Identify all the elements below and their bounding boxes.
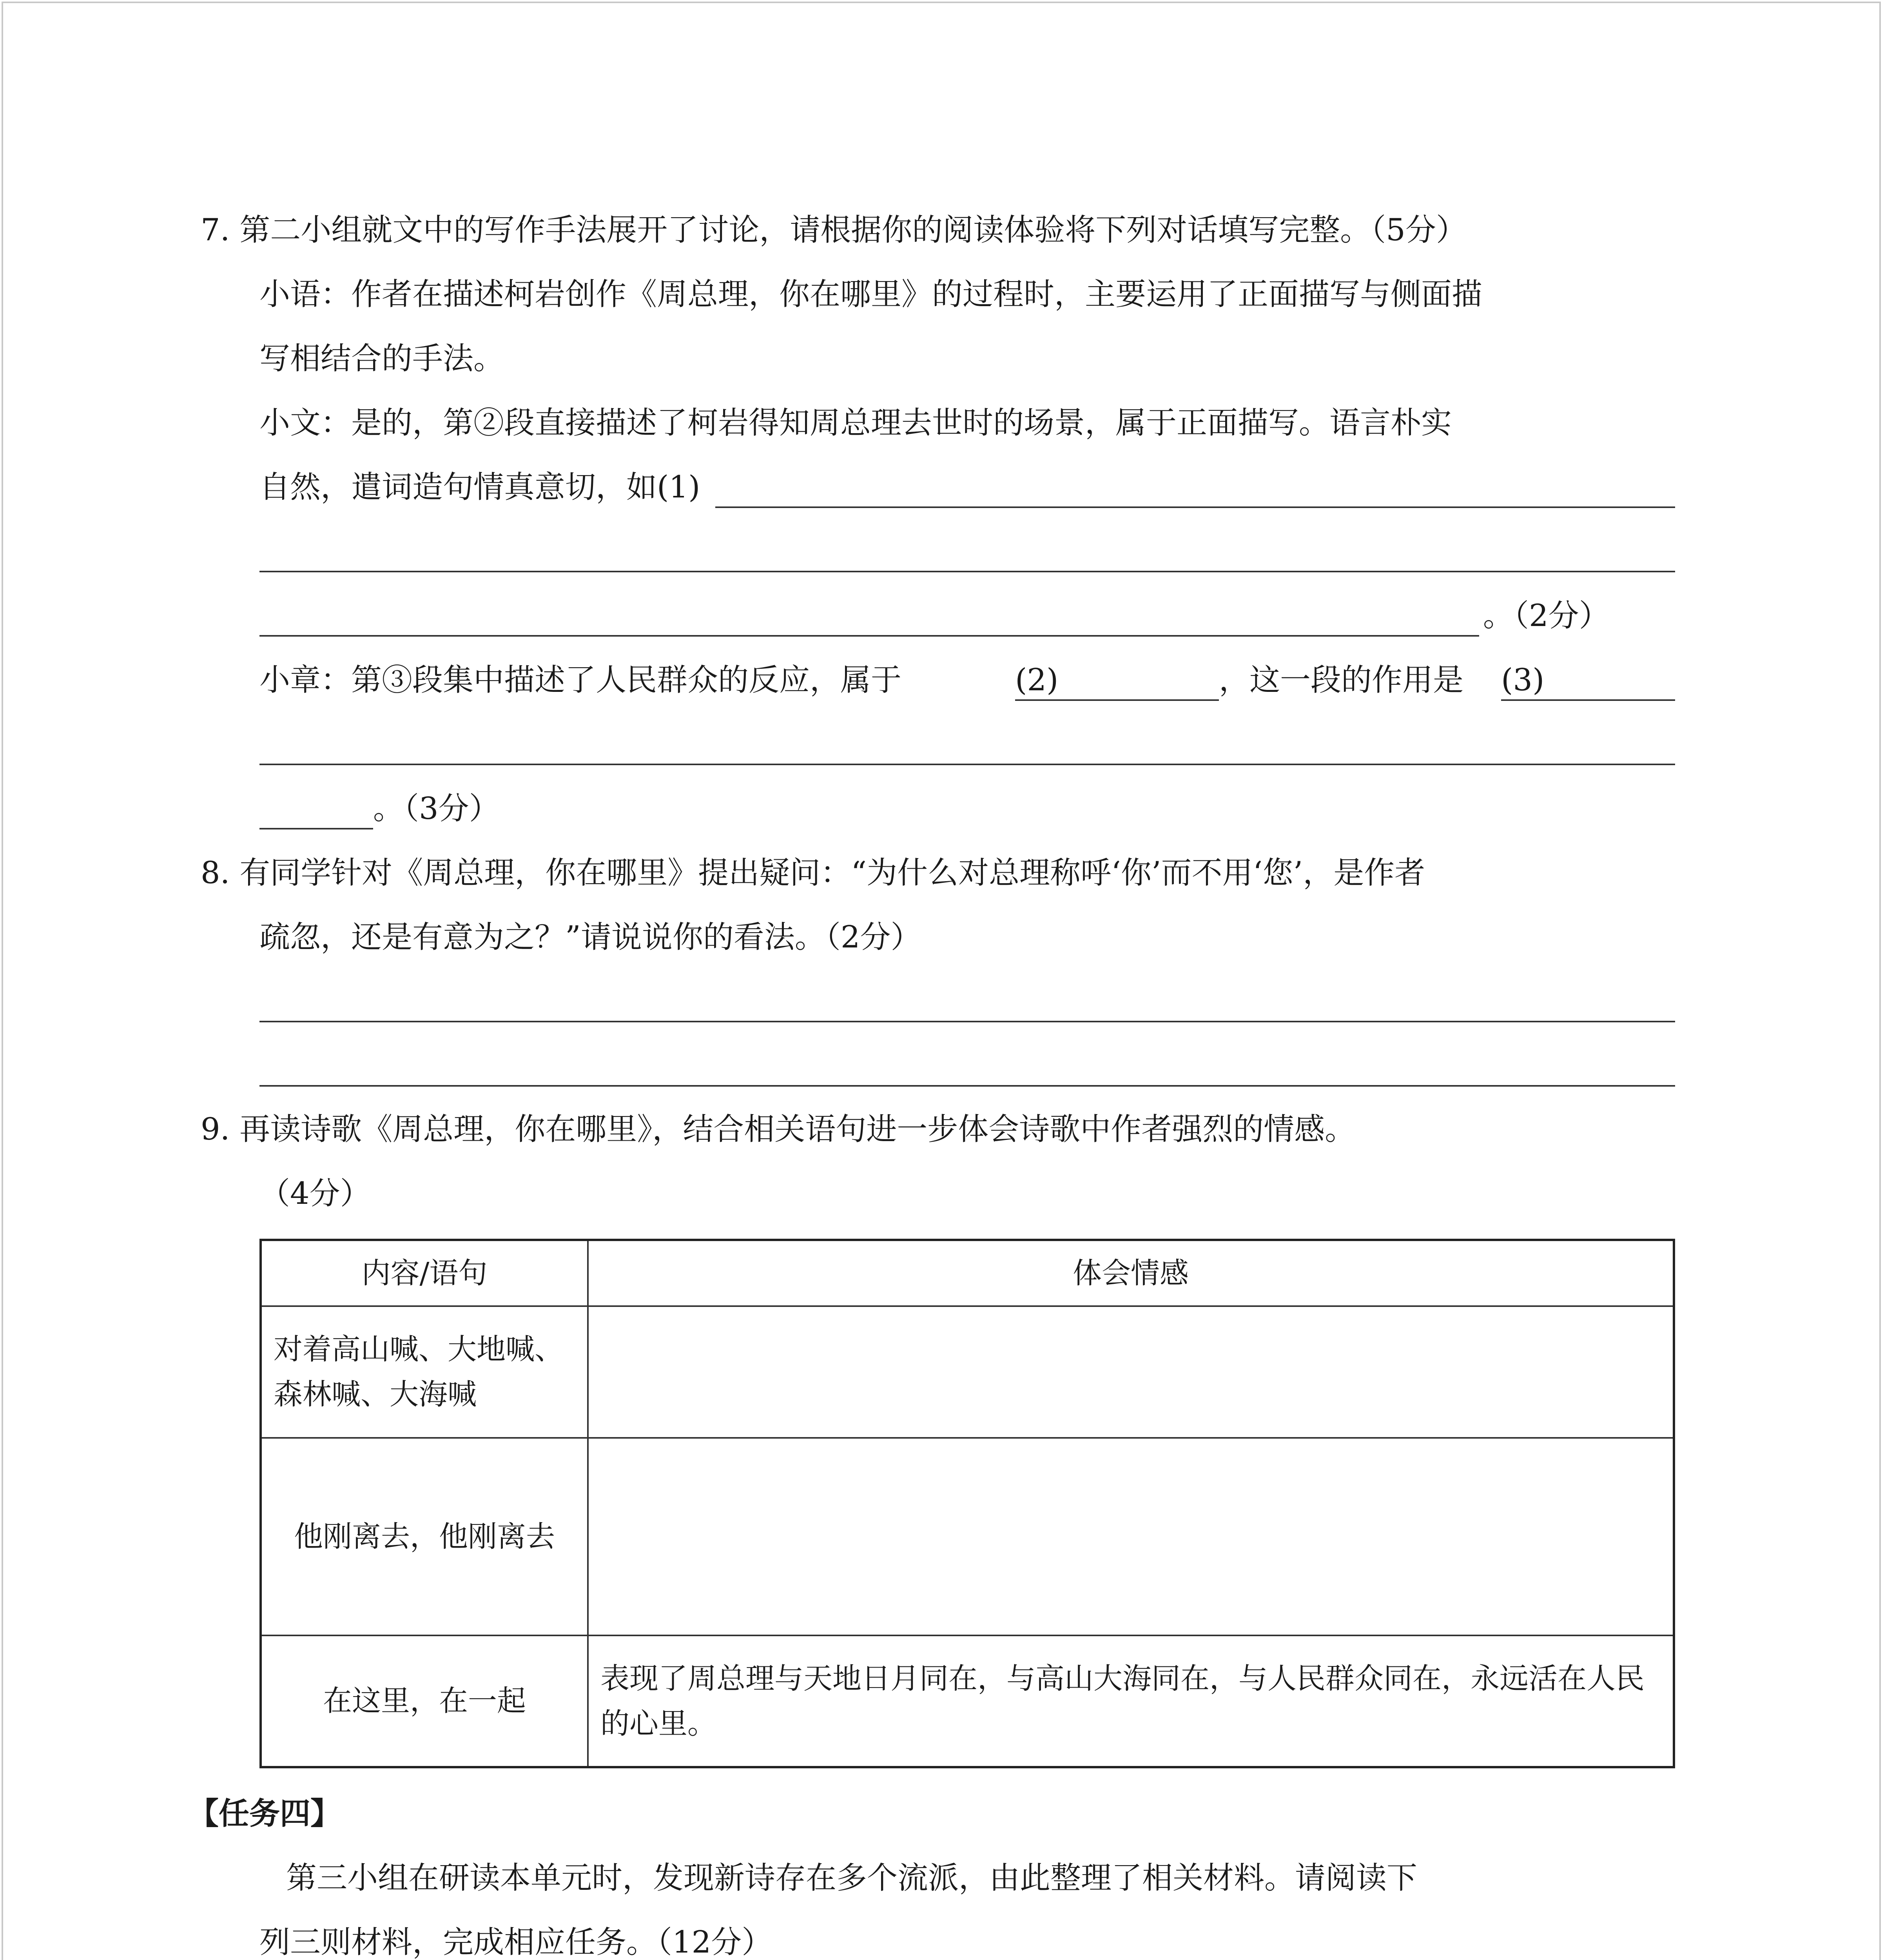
table-cell-content: 他刚离去，他刚离去 — [261, 1438, 588, 1635]
answer-blank-3-line-2[interactable] — [259, 764, 1675, 765]
table-cell-content: 在这里，在一起 — [261, 1635, 588, 1767]
table-cell-emotion: 表现了周总理与天地日月同在，与高山大海同在，与人民群众同在，永远活在人民的心里。 — [588, 1635, 1674, 1767]
q7-score-1: 。（2分） — [1483, 598, 1610, 633]
task4-heading: 【任务四】 — [188, 1796, 341, 1831]
table-row — [261, 1635, 1674, 1767]
q7-line4: 小文：是的，第②段直接描述了柯岩得知周总理去世时的场景，属于正面描写。语言朴实 — [259, 405, 1452, 441]
table-cell-emotion-answer[interactable] — [588, 1306, 1674, 1438]
answer-blank-3-line-3[interactable] — [259, 828, 373, 829]
q7-line5 — [259, 472, 700, 503]
table-cell-emotion-answer[interactable] — [588, 1438, 1674, 1635]
q7-line6a: 小章：第③段集中描述了人民群众的反应，属于 — [259, 662, 902, 698]
q9-line2: （4分） — [259, 1176, 371, 1211]
answer-blank-2-label: (2) — [1015, 662, 1059, 698]
table-header-content: 内容/语句 — [261, 1240, 588, 1306]
q8-line2: 疏忽，还是有意为之？”请说说你的看法。（2分） — [259, 920, 921, 955]
task4-line2: 列三则材料，完成相应任务。（12分） — [259, 1925, 772, 1960]
q9-line1: 9. 再读诗歌《周总理，你在哪里》，结合相关语句进一步体会诗歌中作者强烈的情感。 — [201, 1112, 1356, 1147]
q7-line1: 7. 第二小组就文中的写作手法展开了讨论，请根据你的阅读体验将下列对话填写完整。（5分） — [201, 212, 1467, 248]
task4-line1: 第三小组在研读本单元时，发现新诗存在多个流派，由此整理了相关材料。请阅读下 — [286, 1860, 1418, 1896]
q7-line2: 小语：作者在描述柯岩创作《周总理，你在哪里》的过程时，主要运用了正面描写与侧面描 — [259, 277, 1483, 312]
answer-blank-2-line[interactable] — [1015, 699, 1219, 701]
q7-line3: 写相结合的手法。 — [259, 341, 504, 376]
table-row — [261, 1306, 1674, 1438]
q8-line1: 8. 有同学针对《周总理，你在哪里》提出疑问：“为什么对总理称呼‘你’而不用‘您’，是作者 — [201, 855, 1425, 891]
table-header-emotion: 体会情感 — [588, 1240, 1674, 1306]
answer-blank-3-label: (3) — [1501, 662, 1545, 698]
answer-blank-1-label: (1) — [657, 470, 700, 505]
q7-line6b: ，这一段的作用是 — [1219, 662, 1464, 698]
answer-blank-3-line[interactable] — [1501, 699, 1675, 701]
q7-score-2: 。（3分） — [373, 791, 500, 826]
answer-blank-1-line[interactable] — [715, 506, 1675, 508]
q9-answer-table — [259, 1239, 1675, 1768]
table-header-row — [261, 1240, 1674, 1306]
table-row — [261, 1438, 1674, 1635]
table-cell-content: 对着高山喊、大地喊、森林喊、大海喊 — [261, 1306, 588, 1438]
answer-blank-1-line-2[interactable] — [259, 571, 1675, 572]
answer-blank-1-line-3[interactable] — [259, 635, 1479, 637]
q8-answer-line-2[interactable] — [259, 1085, 1675, 1087]
q8-answer-line-1[interactable] — [259, 1021, 1675, 1022]
q7-line5-text: 自然，遣词造句情真意切，如 — [259, 470, 657, 505]
